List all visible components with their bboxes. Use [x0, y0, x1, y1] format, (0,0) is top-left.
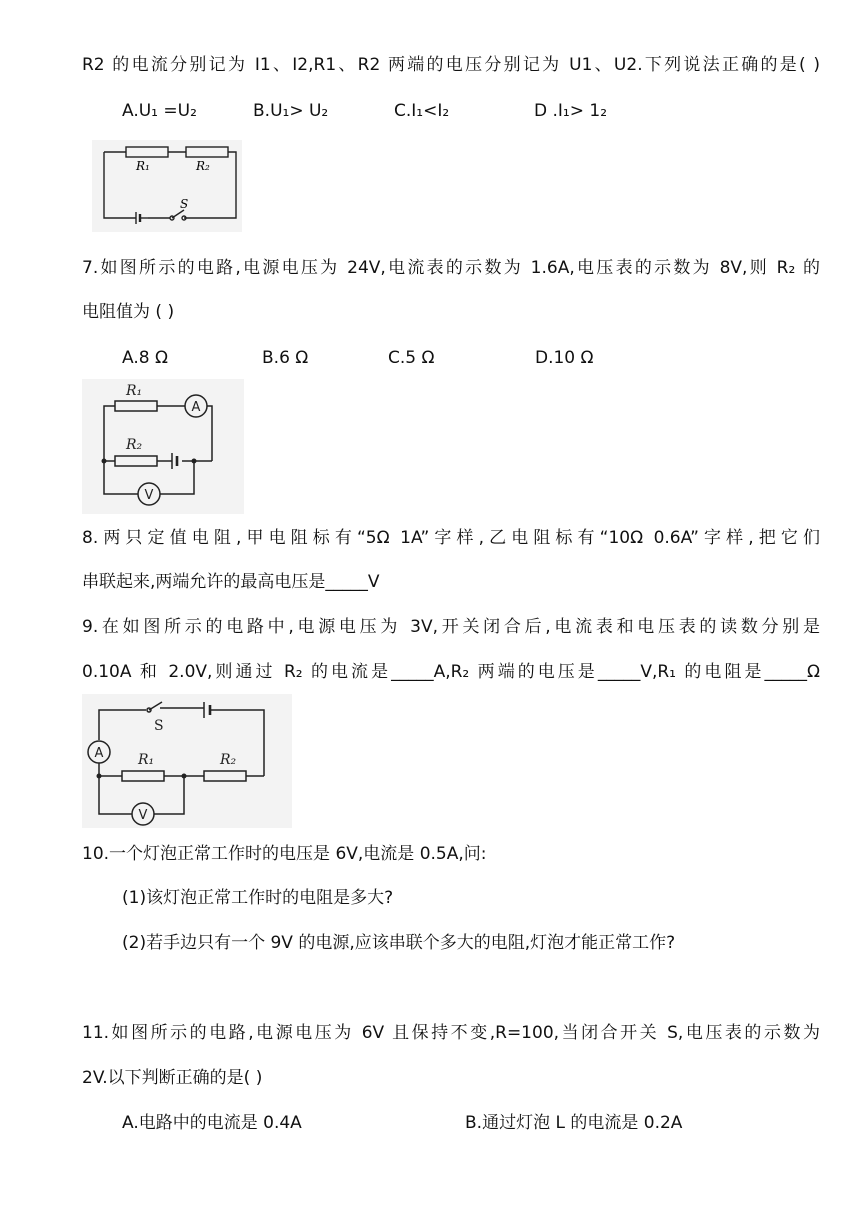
q7-voltmeter-label: V — [144, 488, 154, 503]
q9-r2-label: R₂ — [220, 752, 237, 768]
q6-r2-label: R₂ — [196, 159, 210, 173]
q6-r1-label: R₁ — [136, 159, 150, 173]
q7-option-b[interactable]: B.6 Ω — [262, 348, 309, 368]
q11-option-a[interactable]: A.电路中的电流是 0.4A — [122, 1113, 302, 1133]
q9-switch-label: S — [154, 718, 164, 734]
q9-circuit-diagram — [82, 694, 292, 828]
q6-option-d[interactable]: D .I₁> 1₂ — [534, 101, 608, 121]
q7-circuit-diagram — [82, 379, 244, 514]
q7-ammeter-label: A — [191, 400, 201, 415]
q6-switch-label: S — [180, 197, 189, 211]
q10-stem: 10.一个灯泡正常工作时的电压是 6V,电流是 0.5A,问: — [82, 844, 487, 864]
q10-subquestion-2: (2)若手边只有一个 9V 的电源,应该串联个多大的电阻,灯泡才能正常工作? — [122, 933, 676, 953]
q8-stem-line-1: 8.两只定值电阻,甲电阻标有“5Ω 1A”字样,乙电阻标有“10Ω 0.6A”字样,把它们 — [82, 528, 820, 548]
q7-r2-label: R₂ — [126, 437, 143, 453]
q10-subquestion-1: (1)该灯泡正常工作时的电阻是多大? — [122, 888, 394, 908]
q6-option-c[interactable]: C.I₁<I₂ — [394, 101, 450, 121]
q6-option-b[interactable]: B.U₁> U₂ — [253, 101, 329, 121]
q7-option-d[interactable]: D.10 Ω — [535, 348, 594, 368]
q11-stem-line-1: 11.如图所示的电路,电源电压为 6V 且保持不变,R=100,当闭合开关 S,电压表的示数为 — [82, 1023, 820, 1043]
q7-option-a[interactable]: A.8 Ω — [122, 348, 168, 368]
q6-option-a[interactable]: A.U₁ =U₂ — [122, 101, 197, 121]
q8-stem-line-2: 串联起来,两端允许的最高电压是_____V — [82, 572, 380, 592]
q9-ammeter-label: A — [94, 746, 104, 761]
q9-stem-line-2: 0.10A 和 2.0V,则通过 R₂ 的电流是_____A,R₂ 两端的电压是_____V,R₁ 的电阻是_____Ω — [82, 662, 820, 682]
q11-option-b[interactable]: B.通过灯泡 L 的电流是 0.2A — [465, 1113, 683, 1133]
q7-r1-label: R₁ — [126, 383, 143, 399]
q7-option-c[interactable]: C.5 Ω — [388, 348, 435, 368]
q9-r1-label: R₁ — [138, 752, 155, 768]
q11-stem-line-2: 2V.以下判断正确的是( ) — [82, 1068, 263, 1088]
q9-stem-line-1: 9.在如图所示的电路中,电源电压为 3V,开关闭合后,电流表和电压表的读数分别是 — [82, 617, 820, 637]
q7-stem-line-2: 电阻值为 ( ) — [82, 302, 175, 322]
q6-stem-line: R2 的电流分别记为 I1、I2,R1、R2 两端的电压分别记为 U1、U2.下列说法正确的是( ) — [82, 55, 820, 75]
q6-circuit-diagram — [92, 140, 242, 232]
q7-stem-line-1: 7.如图所示的电路,电源电压为 24V,电流表的示数为 1.6A,电压表的示数为 8V,则 R₂ 的 — [82, 258, 820, 278]
q9-voltmeter-label: V — [138, 808, 148, 823]
